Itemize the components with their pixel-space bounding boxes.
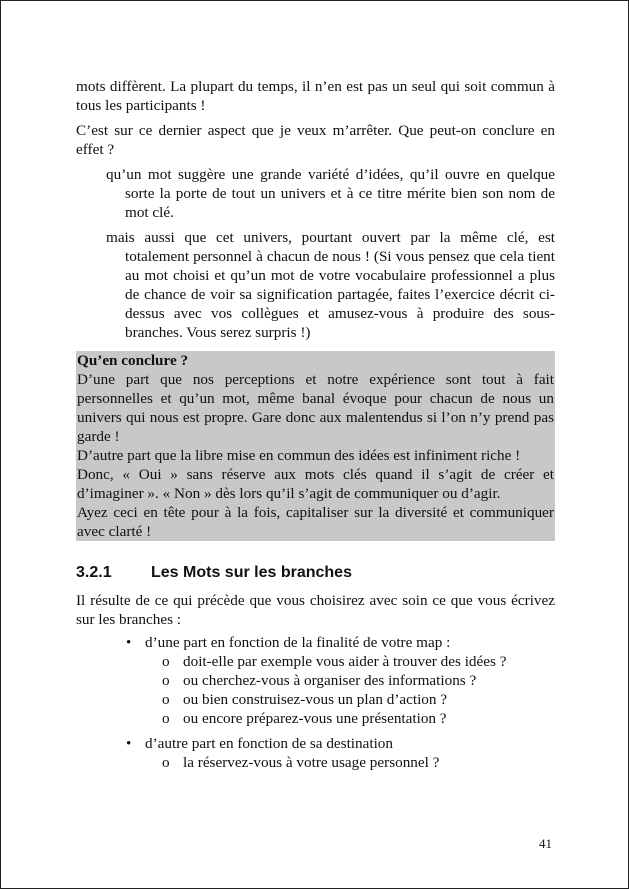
sub-item-text: ou encore préparez-vous une présentation ? (183, 710, 447, 727)
bullet-icon: • (126, 735, 132, 752)
bullet-text: d’autre part en fonction de sa destination (145, 735, 393, 752)
sub-item-text: ou cherchez-vous à organiser des informations ? (183, 672, 477, 689)
conclusion-paragraph-4: Ayez ceci en tête pour à la fois, capitaliser sur la diversité et communiquer avec clarté ! (77, 504, 554, 540)
bullet-item (76, 734, 555, 772)
circle-bullet-icon: o (162, 710, 170, 727)
conclusion-paragraph-3: Donc, « Oui » sans réserve aux mots clés quand il s’agit de créer et d’imaginer ». « Non » dès lors qu’il s’agit de communiquer ou d’agir. (77, 466, 554, 502)
circle-bullet-icon: o (162, 754, 170, 771)
sub-item (145, 753, 555, 772)
intro-paragraph-2: C’est sur ce dernier aspect que je veux m’arrêter. Que peut-on conclure en effet ? (76, 122, 555, 158)
section-intro: Il résulte de ce qui précède que vous choisirez avec soin ce que vous écrivez sur les branches : (76, 592, 555, 628)
conclusion-highlight-block (76, 351, 555, 541)
page-number: 41 (539, 836, 552, 851)
intro-paragraph-1: mots diffèrent. La plupart du temps, il n’en est pas un seul qui soit commun à tous les participants ! (76, 78, 555, 114)
sub-item-text: doit-elle par exemple vous aider à trouver des idées ? (183, 653, 507, 670)
sub-list (145, 753, 555, 772)
indented-paragraph-2: mais aussi que cet univers, pourtant ouvert par la même clé, est totalement personnel à chacun de nous ! (Si vous pensez que cela tient au mot choisi et qu’un mot de votre vocabulaire professionnel a plus de chance de voir sa signification partagée, faites l’exercice décrit ci-dessus avec vos collègues et amusez-vous à produire des sous-branches. Vous serez surpris !) (106, 229, 555, 341)
page-content (76, 77, 555, 773)
conclusion-heading: Qu’en conclure ? (77, 352, 189, 369)
sub-item (145, 690, 555, 709)
sub-item-text: ou bien construisez-vous un plan d’action ? (183, 691, 448, 708)
conclusion-paragraph-2: D’autre part que la libre mise en commun des idées est infiniment riche ! (77, 447, 521, 464)
section-heading (76, 563, 555, 583)
indented-paragraph-1: qu’un mot suggère une grande variété d’idées, qu’il ouvre en quelque sorte la porte de tout un univers et à ce titre mérite bien son nom de mot clé. (106, 166, 555, 221)
bullet-item (76, 633, 555, 728)
section-title: Les Mots sur les branches (151, 564, 352, 581)
sub-item (145, 671, 555, 690)
section-number: 3.2.1 (76, 564, 112, 581)
bullet-text: d’une part en fonction de la finalité de votre map : (145, 634, 451, 651)
circle-bullet-icon: o (162, 691, 170, 708)
sub-list (145, 652, 555, 728)
sub-item (145, 652, 555, 671)
bullet-icon: • (126, 634, 132, 651)
circle-bullet-icon: o (162, 672, 170, 689)
bullet-list (76, 633, 555, 772)
sub-item-text: la réservez-vous à votre usage personnel ? (183, 754, 440, 771)
circle-bullet-icon: o (162, 653, 170, 670)
sub-item (145, 709, 555, 728)
conclusion-paragraph-1: D’une part que nos perceptions et notre expérience sont tout à fait personnelles et qu’un mot, même banal évoque pour chacun de nous un univers qui nous est propre. Gare donc aux malentendus si l’on n’y prend pas garde ! (77, 371, 554, 445)
